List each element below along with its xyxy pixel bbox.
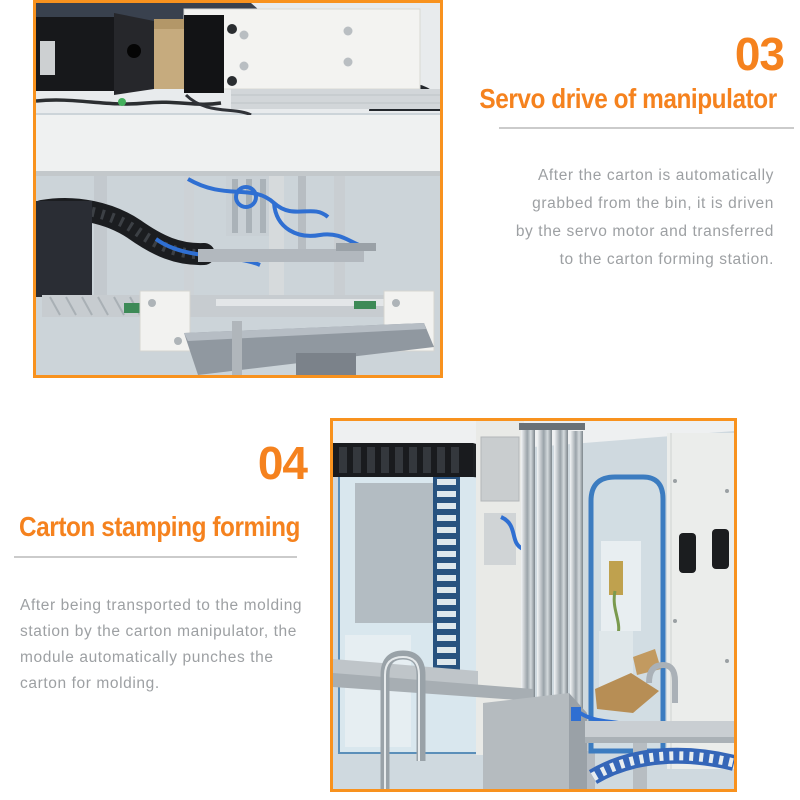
photo-carton-stamping [330, 418, 737, 792]
description-line-4: carton for molding. [20, 675, 160, 692]
section-description-04 [20, 593, 302, 697]
section-number-04: 04 [257, 437, 307, 489]
description-line-4: to the carton forming station. [559, 251, 774, 268]
description-line-3: by the servo motor and transferred [515, 223, 774, 240]
description-line-2: grabbed from the bin, it is driven [532, 195, 774, 212]
section-divider-03 [499, 127, 794, 129]
photo-servo-drive [33, 0, 443, 378]
description-line-1: After being transported to the molding [20, 597, 303, 614]
description-line-1: After the carton is automatically [537, 167, 774, 184]
description-line-2: station by the carton manipulator, the [20, 623, 297, 640]
section-divider-04 [14, 556, 297, 558]
description-line-3: module automatically punches the [20, 649, 274, 666]
machinery-illustration-carton-stamping [333, 421, 734, 789]
machinery-illustration-servo-drive [36, 3, 440, 375]
section-number-03: 03 [734, 28, 784, 80]
section-title-03: Servo drive of manipulator [479, 83, 777, 114]
section-description-03 [516, 162, 774, 274]
section-title-04: Carton stamping forming [19, 511, 300, 542]
